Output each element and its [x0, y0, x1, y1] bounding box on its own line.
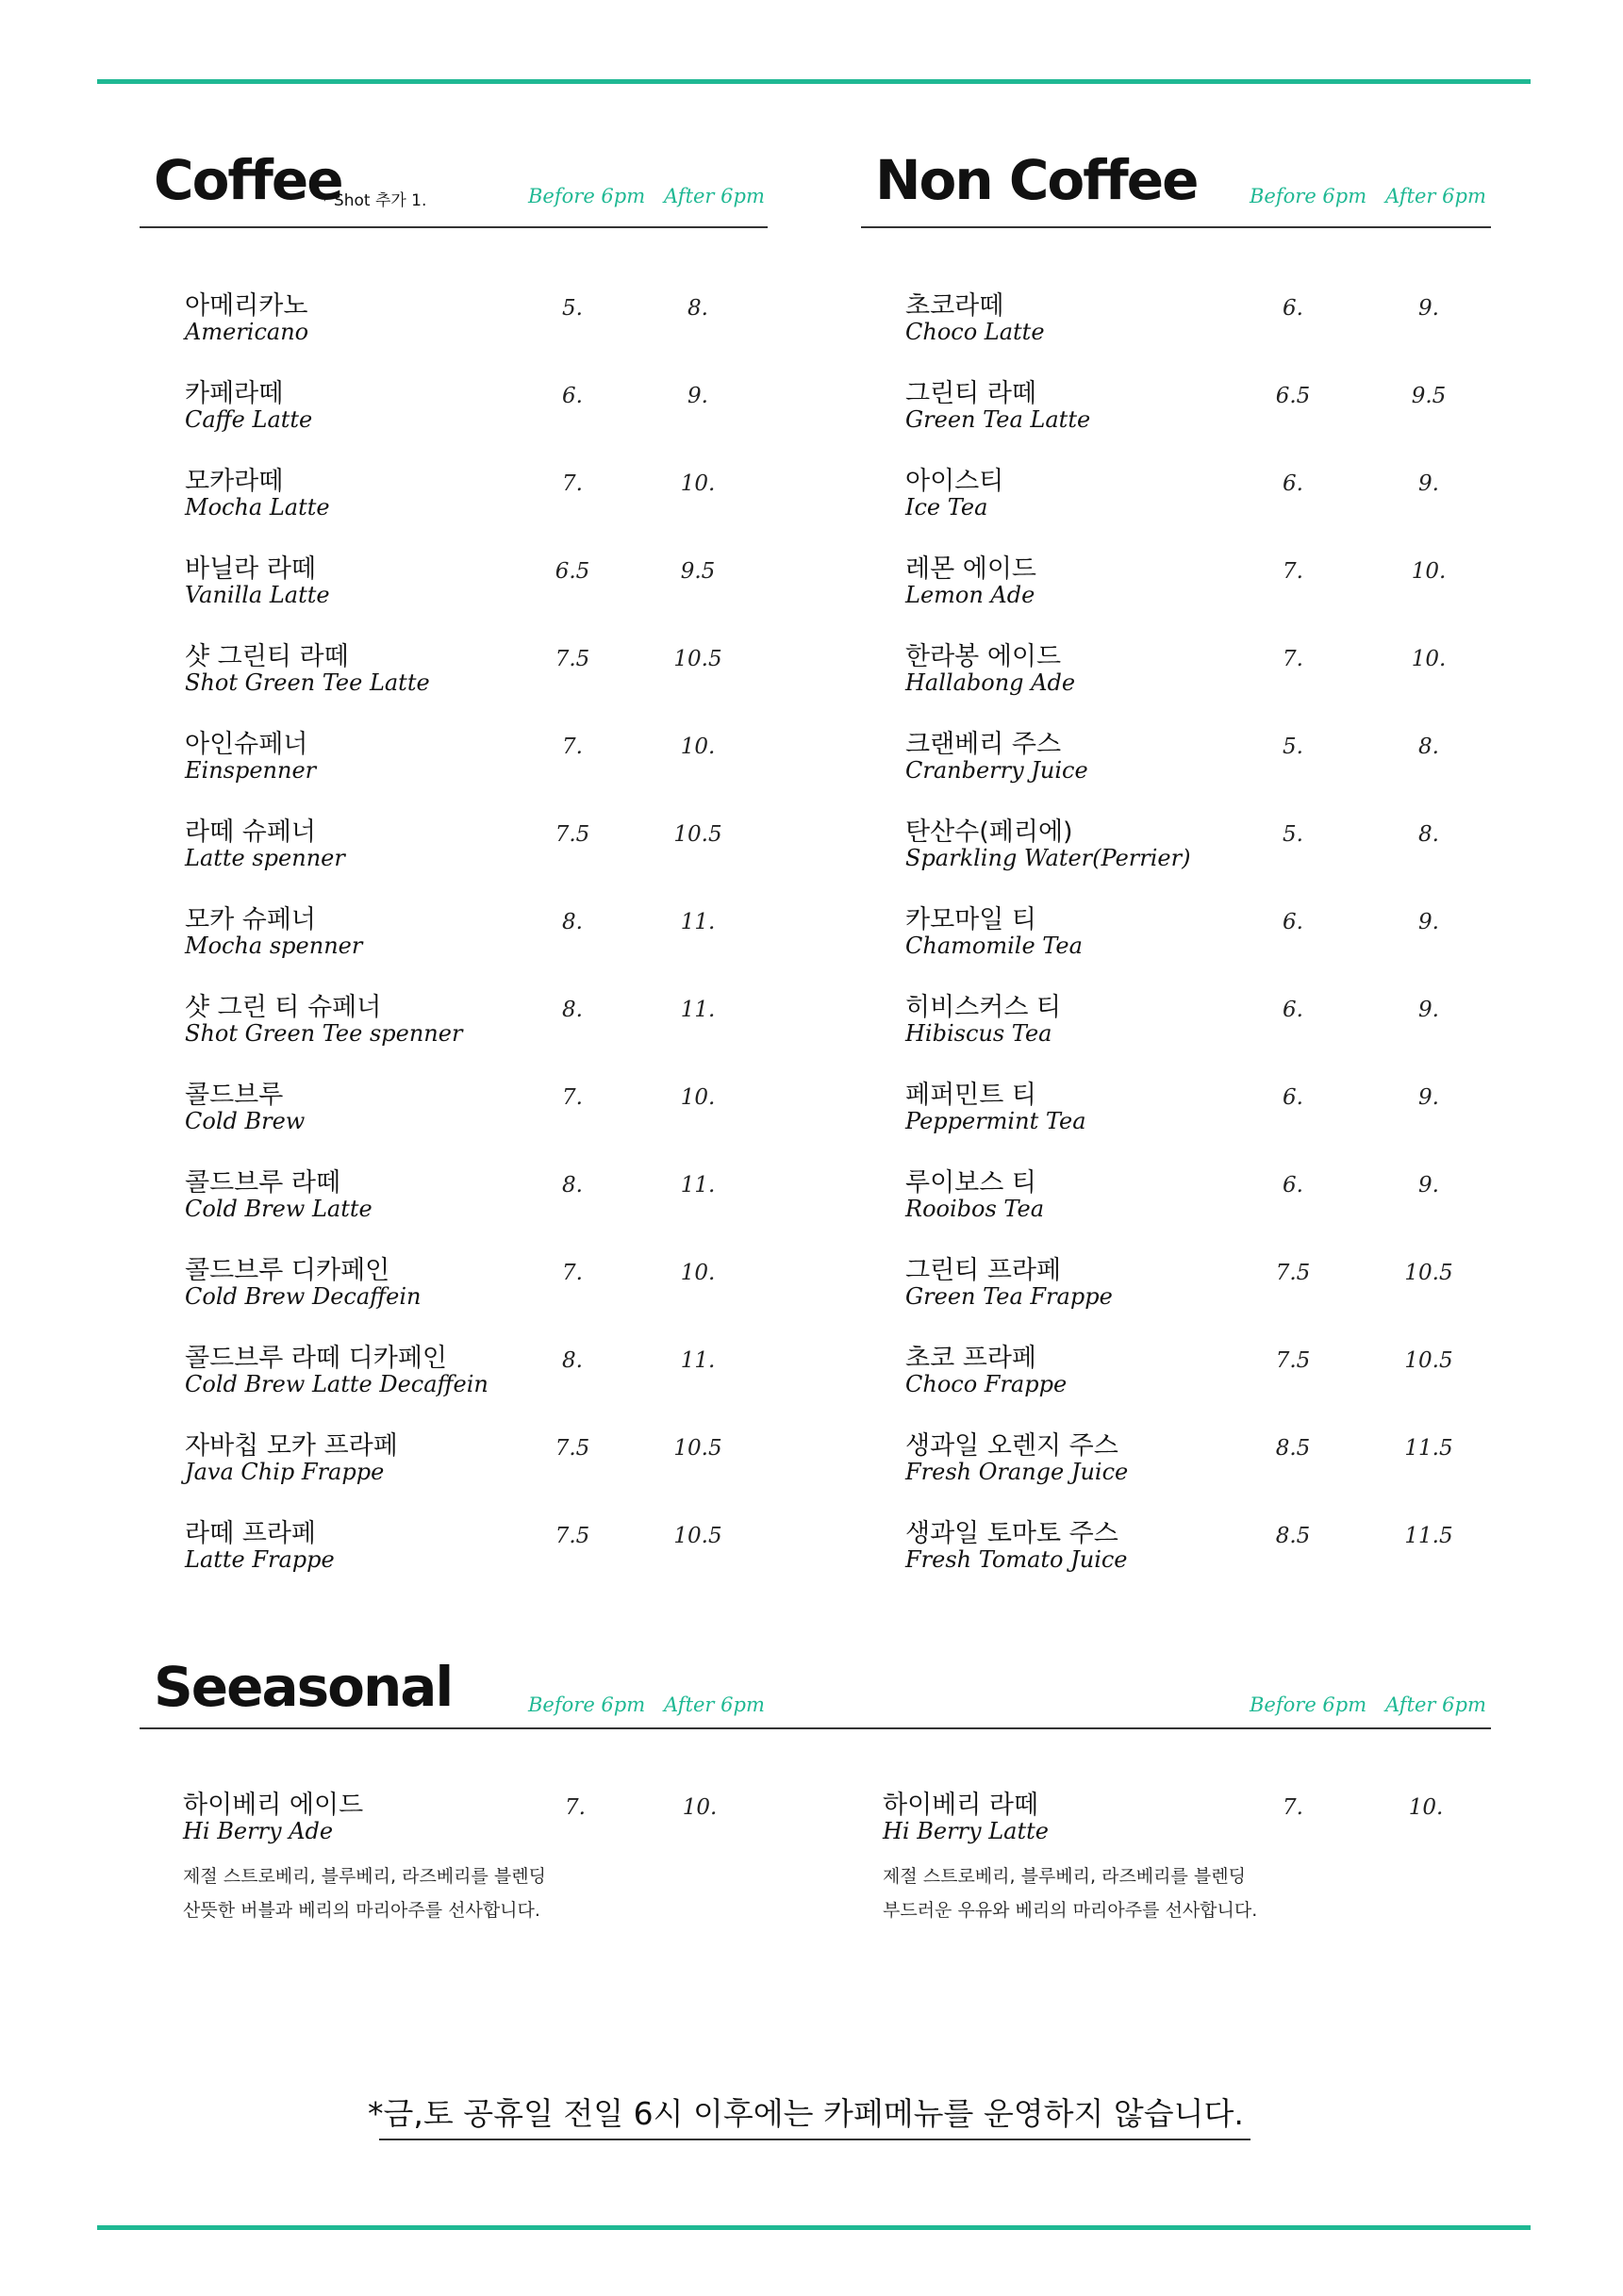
- footer-notice: *금,토 공휴일 전일 6시 이후에는 카페메뉴를 운영하지 않습니다.: [368, 2095, 1244, 2132]
- price-before: 6.: [1283, 910, 1303, 934]
- item-name-en: Einspenner: [185, 757, 317, 784]
- menu-item: [185, 1512, 902, 1578]
- price-after: 11.: [680, 910, 716, 934]
- item-name-ko: 탄산수(페리에): [905, 818, 1073, 847]
- noncoffee-header-rule: [861, 226, 1491, 228]
- footer-underline: [379, 2139, 1250, 2140]
- price-before: 7.: [562, 1085, 583, 1110]
- item-name-ko: 한라봉 에이드: [905, 642, 1062, 671]
- price-before: 6.: [562, 384, 583, 408]
- item-name-en: Green Tea Latte: [905, 406, 1091, 433]
- item-name-en: Americano: [185, 319, 309, 345]
- price-after: 8.: [1418, 822, 1439, 847]
- menu-item: [185, 811, 902, 877]
- price-after: 10.: [1411, 647, 1447, 671]
- item-name-ko: 모카 슈페너: [185, 905, 316, 934]
- menu-item: [905, 1162, 1622, 1228]
- menu-item: [185, 285, 902, 351]
- item-name-ko: 페퍼민트 티: [905, 1081, 1036, 1110]
- price-after: 9.: [1418, 1173, 1439, 1198]
- seasonal-after-label-right: After 6pm: [1385, 1693, 1486, 1716]
- price-after: 10.: [680, 471, 716, 496]
- price-before: 7.5: [555, 1524, 590, 1548]
- bottom-accent-rule: [97, 2225, 1531, 2230]
- item-name-en: Hi Berry Ade: [183, 1818, 334, 1844]
- item-name-en: Choco Frappe: [905, 1371, 1068, 1397]
- item-name-ko: 샷 그린티 라떼: [185, 642, 349, 671]
- price-before: 7.5: [555, 1436, 590, 1461]
- price-before: 7.: [562, 735, 583, 759]
- item-name-ko: 하이베리 라떼: [883, 1791, 1039, 1820]
- menu-item: [185, 1249, 902, 1315]
- item-name-ko: 콜드브루 라떼 디카페인: [185, 1344, 447, 1373]
- price-before: 7.: [562, 471, 583, 496]
- item-name-en: Fresh Tomato Juice: [905, 1546, 1128, 1573]
- coffee-before-label: Before 6pm: [528, 185, 646, 207]
- item-name-en: Mocha spenner: [185, 933, 363, 959]
- menu-item: [905, 548, 1622, 614]
- item-name-en: Cold Brew Decaffein: [185, 1283, 422, 1310]
- price-after: 10.: [680, 735, 716, 759]
- price-after: 9.5: [1411, 384, 1447, 408]
- item-name-ko: 그린티 프라페: [905, 1256, 1062, 1285]
- price-before: 6.: [1283, 1085, 1303, 1110]
- noncoffee-before-label: Before 6pm: [1250, 185, 1367, 207]
- price-before: 5.: [562, 296, 583, 321]
- noncoffee-after-label: After 6pm: [1385, 185, 1486, 207]
- price-after: 9.: [1418, 910, 1439, 934]
- item-name-ko: 콜드브루 디카페인: [185, 1256, 390, 1285]
- menu-item: [905, 285, 1622, 351]
- price-after: 10.: [680, 1261, 716, 1285]
- price-after: 8.: [687, 296, 708, 321]
- menu-item: [905, 636, 1622, 702]
- menu-item: [905, 723, 1622, 789]
- menu-item: [185, 548, 902, 614]
- coffee-header-rule: [140, 226, 768, 228]
- price-after: 9.: [1418, 998, 1439, 1022]
- price-after: 10.5: [673, 1524, 722, 1548]
- price-before: 7.5: [1275, 1261, 1311, 1285]
- item-name-ko: 카모마일 티: [905, 905, 1036, 934]
- menu-item: [185, 899, 902, 965]
- menu-item: [185, 1162, 902, 1228]
- menu-item: [905, 1337, 1622, 1403]
- seasonal-title: Seeasonal: [154, 1655, 453, 1719]
- price-before: 7.5: [555, 647, 590, 671]
- price-before: 6.: [1283, 998, 1303, 1022]
- price-before: 7.: [565, 1795, 586, 1820]
- desc-line: 제절 스트로베리, 블루베리, 라즈베리를 블렌딩: [883, 1866, 1246, 1887]
- price-after: 10.5: [1404, 1261, 1453, 1285]
- item-name-ko: 샷 그린 티 슈페너: [185, 993, 382, 1022]
- price-before: 7.: [1283, 559, 1303, 584]
- menu-item: [185, 636, 902, 702]
- seasonal-item-right: [883, 1784, 1599, 1850]
- item-name-ko: 레몬 에이드: [905, 554, 1036, 584]
- price-before: 8.: [562, 998, 583, 1022]
- price-after: 9.: [1418, 471, 1439, 496]
- price-before: 6.5: [555, 559, 590, 584]
- price-after: 11.5: [1404, 1524, 1453, 1548]
- menu-item: [185, 986, 902, 1052]
- item-name-en: Hi Berry Latte: [883, 1818, 1049, 1844]
- price-after: 10.5: [673, 822, 722, 847]
- item-name-ko: 아이스티: [905, 467, 1004, 496]
- item-name-en: Rooibos Tea: [905, 1196, 1045, 1222]
- item-name-en: Mocha Latte: [185, 494, 330, 520]
- price-before: 6.: [1283, 1173, 1303, 1198]
- price-before: 8.5: [1275, 1436, 1311, 1461]
- price-before: 7.: [1283, 1795, 1303, 1820]
- price-before: 6.: [1283, 296, 1303, 321]
- menu-item: [905, 899, 1622, 965]
- seasonal-item-left: [183, 1784, 900, 1850]
- seasonal-before-label-right: Before 6pm: [1250, 1693, 1367, 1716]
- item-name-ko: 콜드브루: [185, 1081, 284, 1110]
- price-before: 5.: [1283, 735, 1303, 759]
- price-after: 11.: [680, 1173, 716, 1198]
- price-before: 8.: [562, 910, 583, 934]
- item-name-en: Cranberry Juice: [905, 757, 1088, 784]
- shot-note: * Shot 추가 1.: [321, 191, 427, 210]
- top-accent-rule: [97, 79, 1531, 84]
- item-name-ko: 아메리카노: [185, 291, 308, 321]
- item-name-ko: 히비스커스 티: [905, 993, 1062, 1022]
- menu-item: [185, 1425, 902, 1491]
- menu-item: [905, 1249, 1622, 1315]
- item-name-ko: 초코라떼: [905, 291, 1004, 321]
- price-before: 6.5: [1275, 384, 1311, 408]
- menu-item: [905, 986, 1622, 1052]
- coffee-title: Coffee: [154, 148, 342, 212]
- price-after: 9.: [1418, 1085, 1439, 1110]
- item-name-ko: 카페라떼: [185, 379, 284, 408]
- menu-item: [185, 460, 902, 526]
- coffee-after-label: After 6pm: [664, 185, 765, 207]
- menu-item: [905, 372, 1622, 438]
- item-name-en: Ice Tea: [905, 494, 988, 520]
- item-name-en: Cold Brew Latte Decaffein: [185, 1371, 489, 1397]
- item-name-ko: 바닐라 라떼: [185, 554, 316, 584]
- menu-item: [905, 1512, 1622, 1578]
- menu-item: [905, 460, 1622, 526]
- desc-line: 부드러운 우유와 베리의 마리아주를 선사합니다.: [883, 1900, 1258, 1921]
- price-before: 7.: [562, 1261, 583, 1285]
- item-name-ko: 자바칩 모카 프라페: [185, 1431, 398, 1461]
- price-after: 10.: [682, 1795, 718, 1820]
- price-after: 10.5: [1404, 1348, 1453, 1373]
- price-before: 8.: [562, 1348, 583, 1373]
- item-name-en: Cold Brew: [185, 1108, 306, 1134]
- item-name-ko: 생과일 토마토 주스: [905, 1519, 1118, 1548]
- price-before: 7.5: [1275, 1348, 1311, 1373]
- item-name-ko: 콜드브루 라떼: [185, 1168, 341, 1198]
- item-name-ko: 그린티 라떼: [905, 379, 1036, 408]
- item-name-en: Vanilla Latte: [185, 582, 330, 608]
- item-name-ko: 크랜베리 주스: [905, 730, 1062, 759]
- desc-line: 산뜻한 버블과 베리의 마리아주를 선사합니다.: [183, 1900, 540, 1921]
- menu-item: [185, 372, 902, 438]
- item-name-ko: 생과일 오렌지 주스: [905, 1431, 1118, 1461]
- seasonal-before-label: Before 6pm: [528, 1693, 646, 1716]
- menu-item: [185, 723, 902, 789]
- menu-item: [185, 1337, 902, 1403]
- price-before: 5.: [1283, 822, 1303, 847]
- item-name-ko: 라떼 프라페: [185, 1519, 316, 1548]
- item-name-ko: 모카라떼: [185, 467, 284, 496]
- desc-line: 제절 스트로베리, 블루베리, 라즈베리를 블렌딩: [183, 1866, 546, 1887]
- price-after: 10.5: [673, 1436, 722, 1461]
- item-name-en: Chamomile Tea: [905, 933, 1083, 959]
- item-name-en: Cold Brew Latte: [185, 1196, 373, 1222]
- price-after: 10.: [680, 1085, 716, 1110]
- item-name-en: Fresh Orange Juice: [905, 1459, 1129, 1485]
- menu-item: [185, 1074, 902, 1140]
- item-name-en: Java Chip Frappe: [185, 1459, 385, 1485]
- price-after: 11.: [680, 998, 716, 1022]
- seasonal-desc-left: [183, 1859, 546, 1927]
- price-after: 11.: [680, 1348, 716, 1373]
- price-after: 11.5: [1404, 1436, 1453, 1461]
- price-before: 7.5: [555, 822, 590, 847]
- item-name-en: Hallabong Ade: [905, 669, 1076, 696]
- item-name-ko: 라떼 슈페너: [185, 818, 316, 847]
- price-before: 6.: [1283, 471, 1303, 496]
- price-before: 8.: [562, 1173, 583, 1198]
- price-after: 10.: [1408, 1795, 1444, 1820]
- item-name-en: Green Tea Frappe: [905, 1283, 1113, 1310]
- seasonal-after-label: After 6pm: [664, 1693, 765, 1716]
- item-name-en: Shot Green Tee Latte: [185, 669, 430, 696]
- price-after: 10.: [1411, 559, 1447, 584]
- price-before: 8.5: [1275, 1524, 1311, 1548]
- item-name-ko: 루이보스 티: [905, 1168, 1036, 1198]
- item-name-ko: 초코 프라페: [905, 1344, 1036, 1373]
- menu-item: [905, 811, 1622, 877]
- price-after: 9.: [1418, 296, 1439, 321]
- noncoffee-title: Non Coffee: [875, 148, 1198, 212]
- item-name-en: Latte spenner: [185, 845, 345, 871]
- price-after: 9.5: [680, 559, 716, 584]
- seasonal-desc-right: [883, 1859, 1257, 1927]
- item-name-en: Peppermint Tea: [905, 1108, 1086, 1134]
- item-name-en: Sparkling Water(Perrier): [905, 845, 1191, 871]
- item-name-en: Caffe Latte: [185, 406, 313, 433]
- item-name-ko: 하이베리 에이드: [183, 1791, 364, 1820]
- price-before: 7.: [1283, 647, 1303, 671]
- seasonal-header-rule: [140, 1727, 1491, 1729]
- item-name-en: Hibiscus Tea: [905, 1020, 1052, 1047]
- price-after: 10.5: [673, 647, 722, 671]
- item-name-en: Lemon Ade: [905, 582, 1035, 608]
- item-name-en: Shot Green Tee spenner: [185, 1020, 463, 1047]
- item-name-en: Choco Latte: [905, 319, 1045, 345]
- menu-item: [905, 1425, 1622, 1491]
- price-after: 8.: [1418, 735, 1439, 759]
- item-name-ko: 아인슈페너: [185, 730, 308, 759]
- price-after: 9.: [687, 384, 708, 408]
- item-name-en: Latte Frappe: [185, 1546, 335, 1573]
- menu-item: [905, 1074, 1622, 1140]
